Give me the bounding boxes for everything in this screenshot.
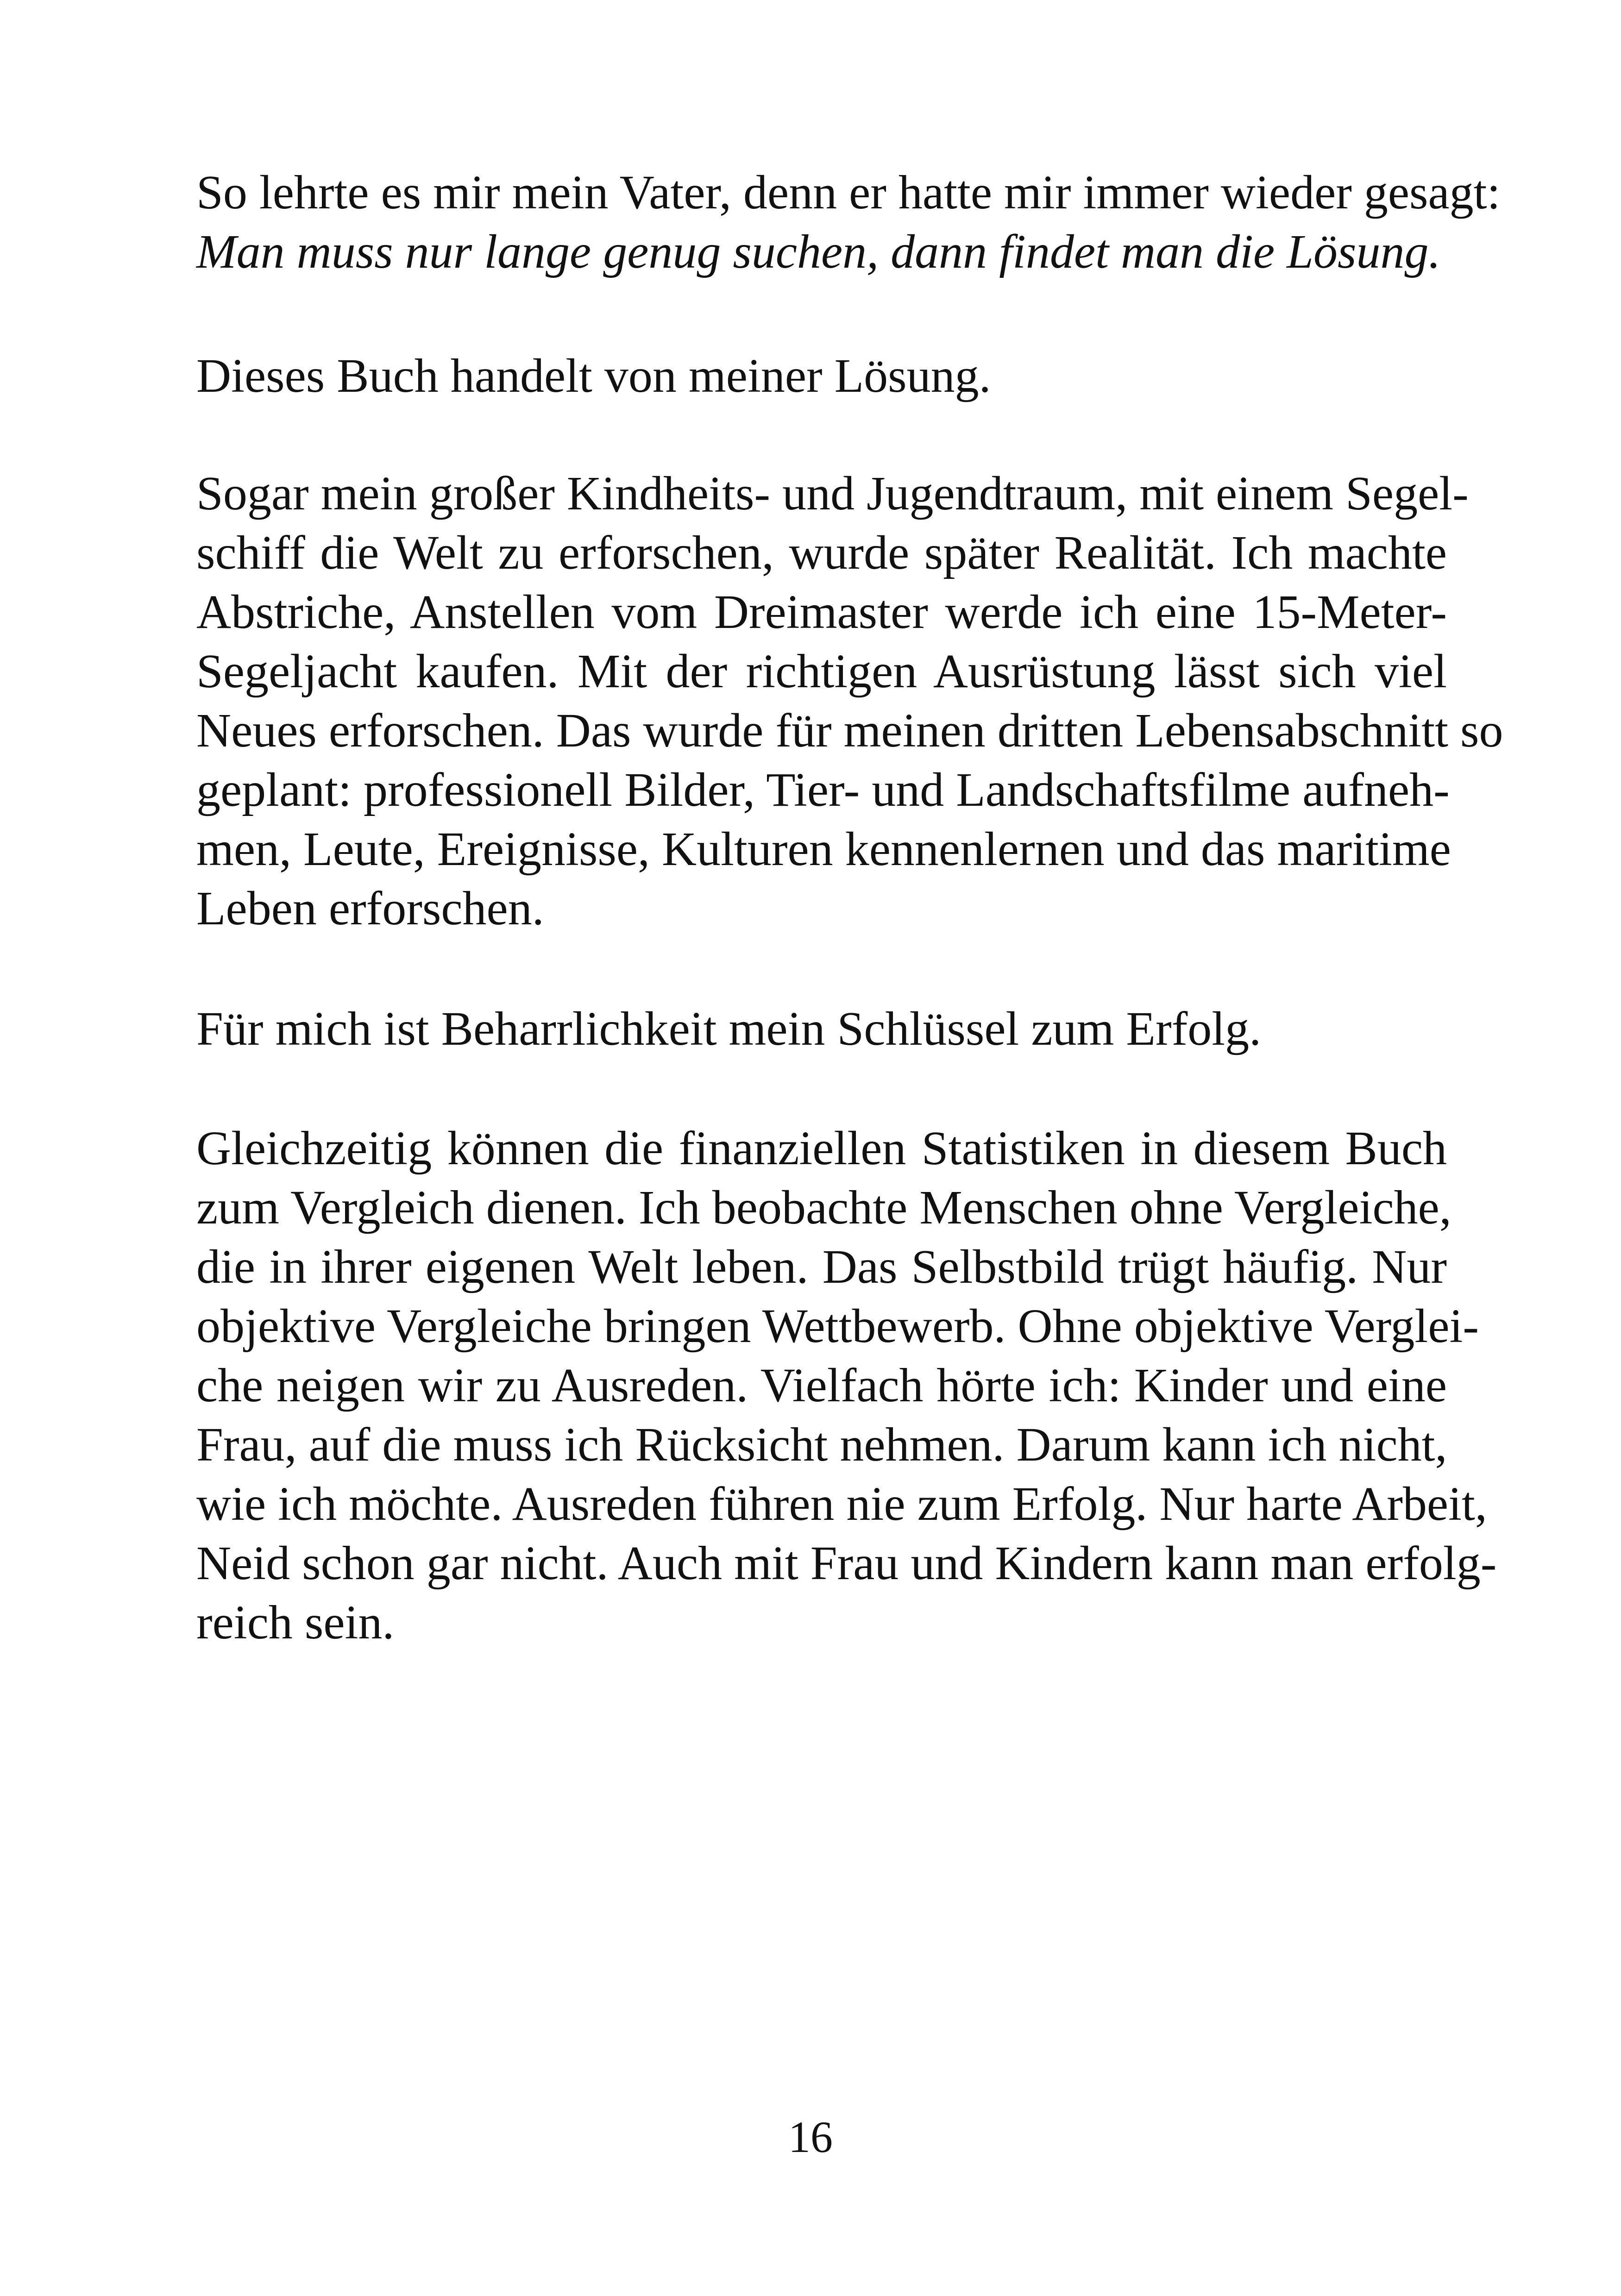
paragraph-2 bbox=[196, 346, 1447, 406]
paragraph-line: Abstriche, Anstellen vom Dreimaster werde ich eine 15-Meter- bbox=[196, 585, 1447, 639]
paragraph-line: Gleichzeitig können die finanziellen Statistiken in diesem Buch bbox=[196, 1122, 1447, 1175]
italic-quote-line: Man muss nur lange genug suchen, dann findet man die Lösung. bbox=[196, 225, 1441, 278]
paragraph-line: Für mich ist Beharrlichkeit mein Schlüssel zum Erfolg. bbox=[196, 1002, 1262, 1055]
paragraph-5 bbox=[196, 1119, 1497, 1652]
paragraph-line: Neues erforschen. Das wurde für meinen dritten Lebensabschnitt so bbox=[196, 704, 1503, 757]
paragraph-line: men, Leute, Ereignisse, Kulturen kennenlernen und das maritime bbox=[196, 822, 1451, 876]
page-number: 16 bbox=[788, 2112, 833, 2162]
paragraph-line: Sogar mein großer Kindheits- und Jugendtraum, mit einem Segel- bbox=[196, 467, 1469, 520]
paragraph-3 bbox=[196, 464, 1503, 938]
paragraph-line: wie ich möchte. Ausreden führen nie zum Erfolg. Nur harte Arbeit, bbox=[196, 1477, 1487, 1531]
paragraph-1 bbox=[196, 163, 1501, 282]
paragraph-line: So lehrte es mir mein Vater, denn er hatte mir immer wieder gesagt: bbox=[196, 166, 1501, 219]
paragraph-line: zum Vergleich dienen. Ich beobachte Menschen ohne Vergleiche, bbox=[196, 1181, 1451, 1234]
paragraph-4 bbox=[196, 999, 1447, 1059]
paragraph-line: die in ihrer eigenen Welt leben. Das Selbstbild trügt häufig. Nur bbox=[196, 1240, 1447, 1293]
paragraph-line: Dieses Buch handelt von meiner Lösung. bbox=[196, 349, 991, 402]
paragraph-line: schiff die Welt zu erforschen, wurde später Realität. Ich machte bbox=[196, 526, 1447, 579]
paragraph-line: objektive Vergleiche bringen Wettbewerb. Ohne objektive Verglei- bbox=[196, 1299, 1479, 1353]
paragraph-line: reich sein. bbox=[196, 1596, 395, 1649]
paragraph-line: Neid schon gar nicht. Auch mit Frau und Kindern kann man erfolg- bbox=[196, 1537, 1497, 1590]
paragraph-line: Frau, auf die muss ich Rücksicht nehmen. Darum kann ich nicht, bbox=[196, 1418, 1447, 1471]
paragraph-line: che neigen wir zu Ausreden. Vielfach hörte ich: Kinder und eine bbox=[196, 1359, 1447, 1412]
paragraph-line: Leben erforschen. bbox=[196, 882, 544, 935]
paragraph-line: Segeljacht kaufen. Mit der richtigen Ausrüstung lässt sich viel bbox=[196, 645, 1447, 698]
paragraph-line: geplant: professionell Bilder, Tier- und Landschaftsfilme aufneh- bbox=[196, 763, 1450, 816]
